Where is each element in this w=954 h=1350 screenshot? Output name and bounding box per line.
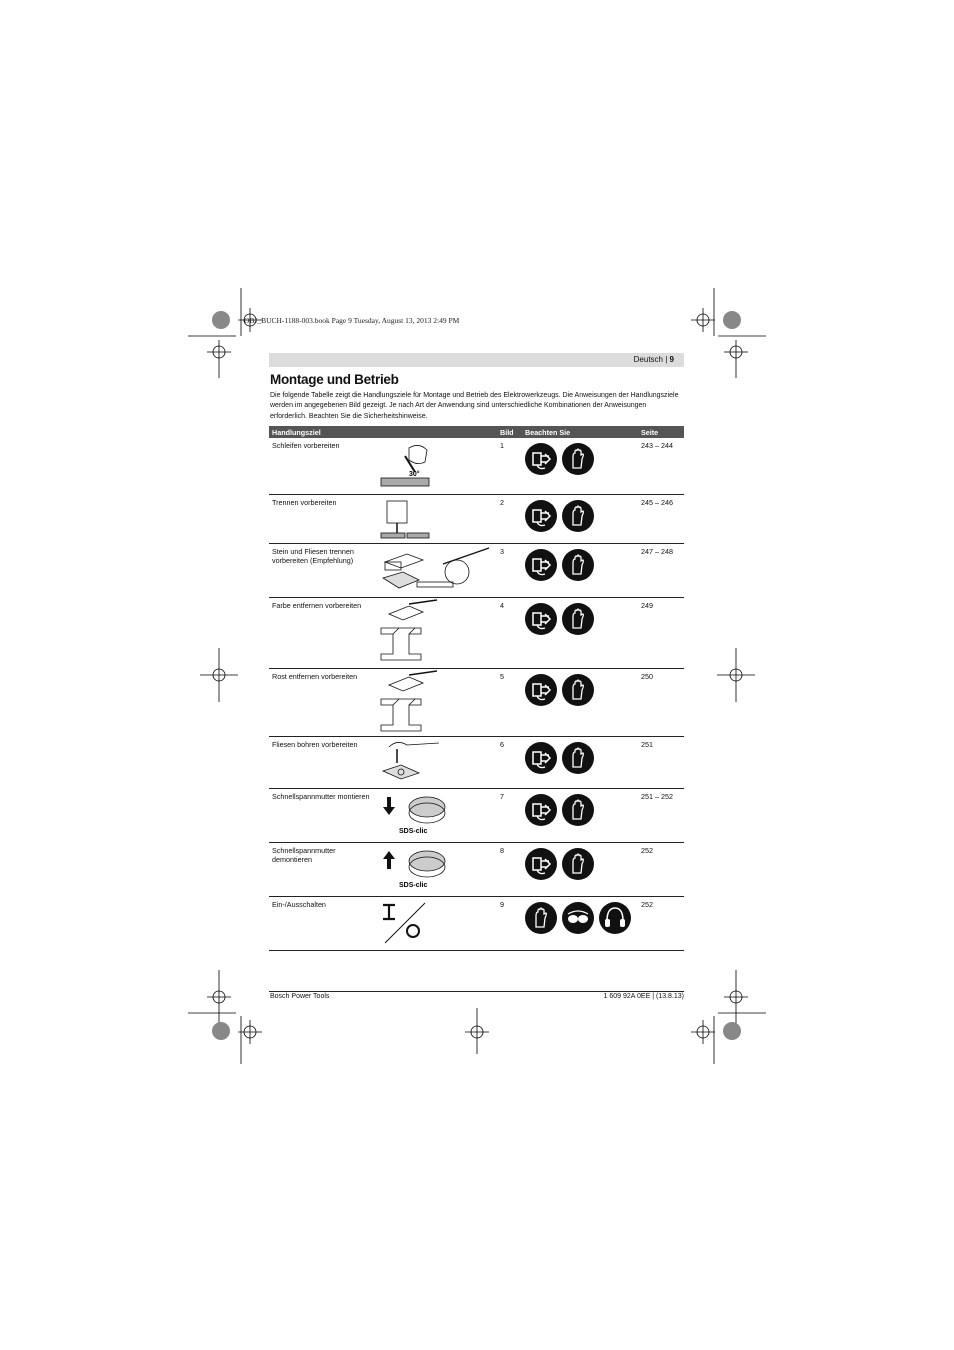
cell-icons: [522, 494, 638, 543]
cell-seite: 252: [638, 842, 684, 896]
cell-goal: Fliesen bohren vorbereiten: [269, 736, 379, 788]
header-seite: Seite: [638, 426, 684, 438]
goggles-icon: [562, 902, 594, 936]
cell-seite: 250: [638, 668, 684, 736]
cell-seite: 251: [638, 736, 684, 788]
footer-rule: [269, 991, 684, 992]
cell-seite: 245 – 246: [638, 494, 684, 543]
unplug-icon: [525, 603, 557, 637]
unplug-icon: [525, 848, 557, 882]
unplug-icon: [525, 500, 557, 534]
page-title: Montage und Betrieb: [270, 372, 399, 387]
gloves-icon: [562, 603, 594, 637]
cell-goal: Schleifen vorbereiten: [269, 438, 379, 494]
cell-illustration: [379, 494, 497, 543]
unplug-icon: [525, 674, 557, 708]
cell-icons: [522, 597, 638, 668]
footer-docnum: 1 609 92A 0EE | (13.8.13): [603, 993, 684, 1000]
header-goal: Handlungsziel: [269, 426, 497, 438]
gloves-icon: [525, 902, 557, 936]
cell-bild: 6: [497, 736, 522, 788]
unplug-icon: [525, 794, 557, 828]
cell-seite: 252: [638, 896, 684, 950]
cell-bild: 4: [497, 597, 522, 668]
header-bar: [269, 353, 684, 367]
cell-bild: 8: [497, 842, 522, 896]
cell-illustration: [379, 842, 497, 896]
cell-goal: Trennen vorbereiten: [269, 494, 379, 543]
cell-icons: [522, 788, 638, 842]
cell-bild: 3: [497, 543, 522, 597]
cell-seite: 243 – 244: [638, 438, 684, 494]
cell-illustration: [379, 896, 497, 950]
cell-goal: Schnellspannmutter montieren: [269, 788, 379, 842]
unplug-icon: [525, 742, 557, 776]
cell-illustration: [379, 668, 497, 736]
cell-icons: [522, 543, 638, 597]
unplug-icon: [525, 443, 557, 477]
cell-seite: 249: [638, 597, 684, 668]
ear-protection-icon: [599, 902, 631, 936]
table-row: [269, 736, 684, 788]
table-row: [269, 438, 684, 494]
cell-goal: Schnellspannmutter demontieren: [269, 842, 379, 896]
angle-label: 30°: [409, 471, 420, 478]
cell-illustration: [379, 788, 497, 842]
cell-icons: [522, 842, 638, 896]
cell-goal: Farbe entfernen vorbereiten: [269, 597, 379, 668]
gloves-icon: [562, 443, 594, 477]
cell-goal: Rost entfernen vorbereiten: [269, 668, 379, 736]
header-section: Deutsch: [633, 355, 664, 364]
cell-bild: 5: [497, 668, 522, 736]
table-header-row: [269, 426, 684, 438]
table-row: [269, 494, 684, 543]
header-bild: Bild: [497, 426, 522, 438]
gloves-icon: [562, 848, 594, 882]
table-row: [269, 668, 684, 736]
header-page-number: 9: [669, 355, 674, 364]
cell-seite: 251 – 252: [638, 788, 684, 842]
intro-paragraph: Die folgende Tabelle zeigt die Handlungsziele für Montage und Betrieb des Elektrowerkzeugs. Die Anweisungen der Handlungsziele werden im angegebenen Bild gezeigt. Je nach Art der Anwendung sind unterschiedliche Kombinationen der Anweisungen erforderlich. Beachten Sie die Sicherheitshinweise.: [270, 392, 679, 420]
header-beachten: Beachten Sie: [522, 426, 638, 438]
cell-bild: 1: [497, 438, 522, 494]
cell-icons: [522, 438, 638, 494]
cell-bild: 9: [497, 896, 522, 950]
cell-icons: [522, 668, 638, 736]
instruction-table: [269, 426, 684, 951]
cell-seite: 247 – 248: [638, 543, 684, 597]
cell-illustration: [379, 543, 497, 597]
cell-icons: [522, 896, 638, 950]
footer-brand: Bosch Power Tools: [270, 993, 330, 1000]
gloves-icon: [562, 674, 594, 708]
cell-bild: 7: [497, 788, 522, 842]
cell-bild: 2: [497, 494, 522, 543]
table-row: [269, 597, 684, 668]
cell-illustration: [379, 736, 497, 788]
header-page-info: Deutsch | 9: [633, 355, 674, 364]
cell-goal: Stein und Fliesen trennen vorbereiten (Empfehlung): [269, 543, 379, 597]
table-row: [269, 543, 684, 597]
print-slug: OBJ_BUCH-1188-003.book Page 9 Tuesday, August 13, 2013 2:49 PM: [244, 316, 460, 325]
table-row: [269, 896, 684, 950]
gloves-icon: [562, 500, 594, 534]
table-row: [269, 788, 684, 842]
cell-icons: [522, 736, 638, 788]
cell-illustration: [379, 597, 497, 668]
unplug-icon: [525, 549, 557, 583]
sds-label: SDS-clic: [399, 827, 428, 835]
gloves-icon: [562, 742, 594, 776]
gloves-icon: [562, 794, 594, 828]
cell-illustration: [379, 438, 497, 494]
table-row: [269, 842, 684, 896]
sds-label: SDS-clic: [399, 881, 428, 889]
cell-goal: Ein-/Ausschalten: [269, 896, 379, 950]
gloves-icon: [562, 549, 594, 583]
